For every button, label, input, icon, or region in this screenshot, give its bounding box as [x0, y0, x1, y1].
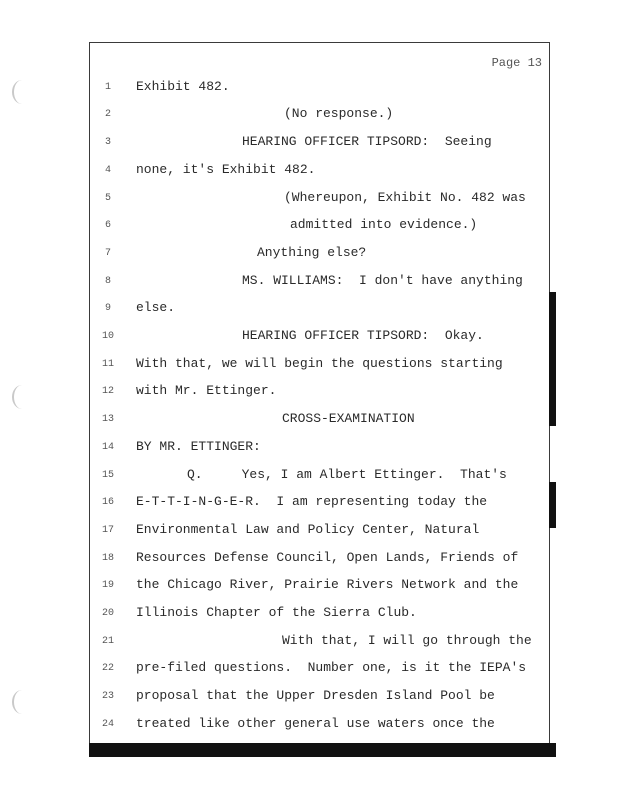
- transcript-line: [0, 467, 622, 487]
- line-number: 13: [101, 414, 114, 425]
- transcript-line: [0, 190, 622, 210]
- transcript-line: [0, 550, 622, 570]
- transcript-line: [0, 522, 622, 542]
- line-number: 2: [104, 109, 111, 120]
- line-number: 8: [104, 276, 111, 287]
- line-number: 23: [101, 691, 114, 702]
- transcript-line: [0, 633, 622, 653]
- transcript-line: [0, 79, 622, 99]
- transcript-line: [0, 245, 622, 265]
- line-text: none, it's Exhibit 482.: [136, 162, 316, 177]
- line-number: 24: [101, 719, 114, 730]
- line-text: Resources Defense Council, Open Lands, Friends of: [136, 550, 519, 565]
- line-text: MS. WILLIAMS: I don't have anything: [242, 273, 523, 288]
- line-number: 1: [104, 82, 111, 93]
- transcript-line: [0, 217, 622, 237]
- line-text: Q. Yes, I am Albert Ettinger. That's: [187, 467, 507, 482]
- line-number: 17: [101, 525, 114, 536]
- line-text: (Whereupon, Exhibit No. 482 was: [284, 190, 526, 205]
- transcript-line: [0, 383, 622, 403]
- transcript-line: [0, 328, 622, 348]
- line-number: 16: [101, 497, 114, 508]
- line-text: E-T-T-I-N-G-E-R. I am representing today the: [136, 494, 488, 509]
- line-number: 9: [104, 303, 111, 314]
- transcript-line: [0, 300, 622, 320]
- line-number: 14: [101, 442, 114, 453]
- line-text: With that, we will begin the questions starting: [136, 356, 503, 371]
- transcript-line: [0, 273, 622, 293]
- line-text: HEARING OFFICER TIPSORD: Okay.: [242, 328, 484, 343]
- transcript-line: [0, 439, 622, 459]
- line-number: 6: [104, 220, 111, 231]
- line-text: BY MR. ETTINGER:: [136, 439, 261, 454]
- scan-bottom-bar: [89, 743, 556, 757]
- line-text: (No response.): [284, 106, 394, 121]
- line-text: With that, I will go through the: [282, 633, 532, 648]
- transcript-line: [0, 660, 622, 680]
- line-text: treated like other general use waters once the: [136, 716, 495, 731]
- transcript-line: [0, 356, 622, 376]
- line-text: with Mr. Ettinger.: [136, 383, 277, 398]
- line-text: proposal that the Upper Dresden Island Pool be: [136, 688, 495, 703]
- line-number: 22: [101, 663, 114, 674]
- line-number: 5: [104, 193, 111, 204]
- line-text: else.: [136, 300, 176, 315]
- transcript-line: [0, 162, 622, 182]
- transcript-line: [0, 716, 622, 736]
- transcript-line: [0, 411, 622, 431]
- line-number: 10: [101, 331, 114, 342]
- transcript-line: [0, 688, 622, 708]
- line-number: 15: [101, 470, 114, 481]
- line-number: 12: [101, 386, 114, 397]
- line-number: 4: [104, 165, 111, 176]
- line-text: Anything else?: [257, 245, 367, 260]
- line-number: 20: [101, 608, 114, 619]
- line-text: admitted into evidence.): [290, 217, 478, 232]
- line-number: 7: [104, 248, 111, 259]
- line-text: HEARING OFFICER TIPSORD: Seeing: [242, 134, 492, 149]
- line-text: Exhibit 482.: [136, 79, 230, 94]
- line-number: 21: [101, 636, 114, 647]
- line-number: 18: [101, 553, 114, 564]
- line-number: 11: [101, 359, 114, 370]
- line-number: 3: [104, 137, 111, 148]
- line-text: Environmental Law and Policy Center, Natural: [136, 522, 480, 537]
- line-text: the Chicago River, Prairie Rivers Network and the: [136, 577, 519, 592]
- line-text: pre-filed questions. Number one, is it the IEPA's: [136, 660, 527, 675]
- transcript-line: [0, 577, 622, 597]
- line-text: CROSS-EXAMINATION: [282, 411, 415, 426]
- transcript-line: [0, 106, 622, 126]
- page-number: Page 13: [491, 56, 542, 70]
- line-number: 19: [101, 580, 114, 591]
- line-text: Illinois Chapter of the Sierra Club.: [136, 605, 417, 620]
- transcript-line: [0, 494, 622, 514]
- transcript-line: [0, 605, 622, 625]
- transcript-line: [0, 134, 622, 154]
